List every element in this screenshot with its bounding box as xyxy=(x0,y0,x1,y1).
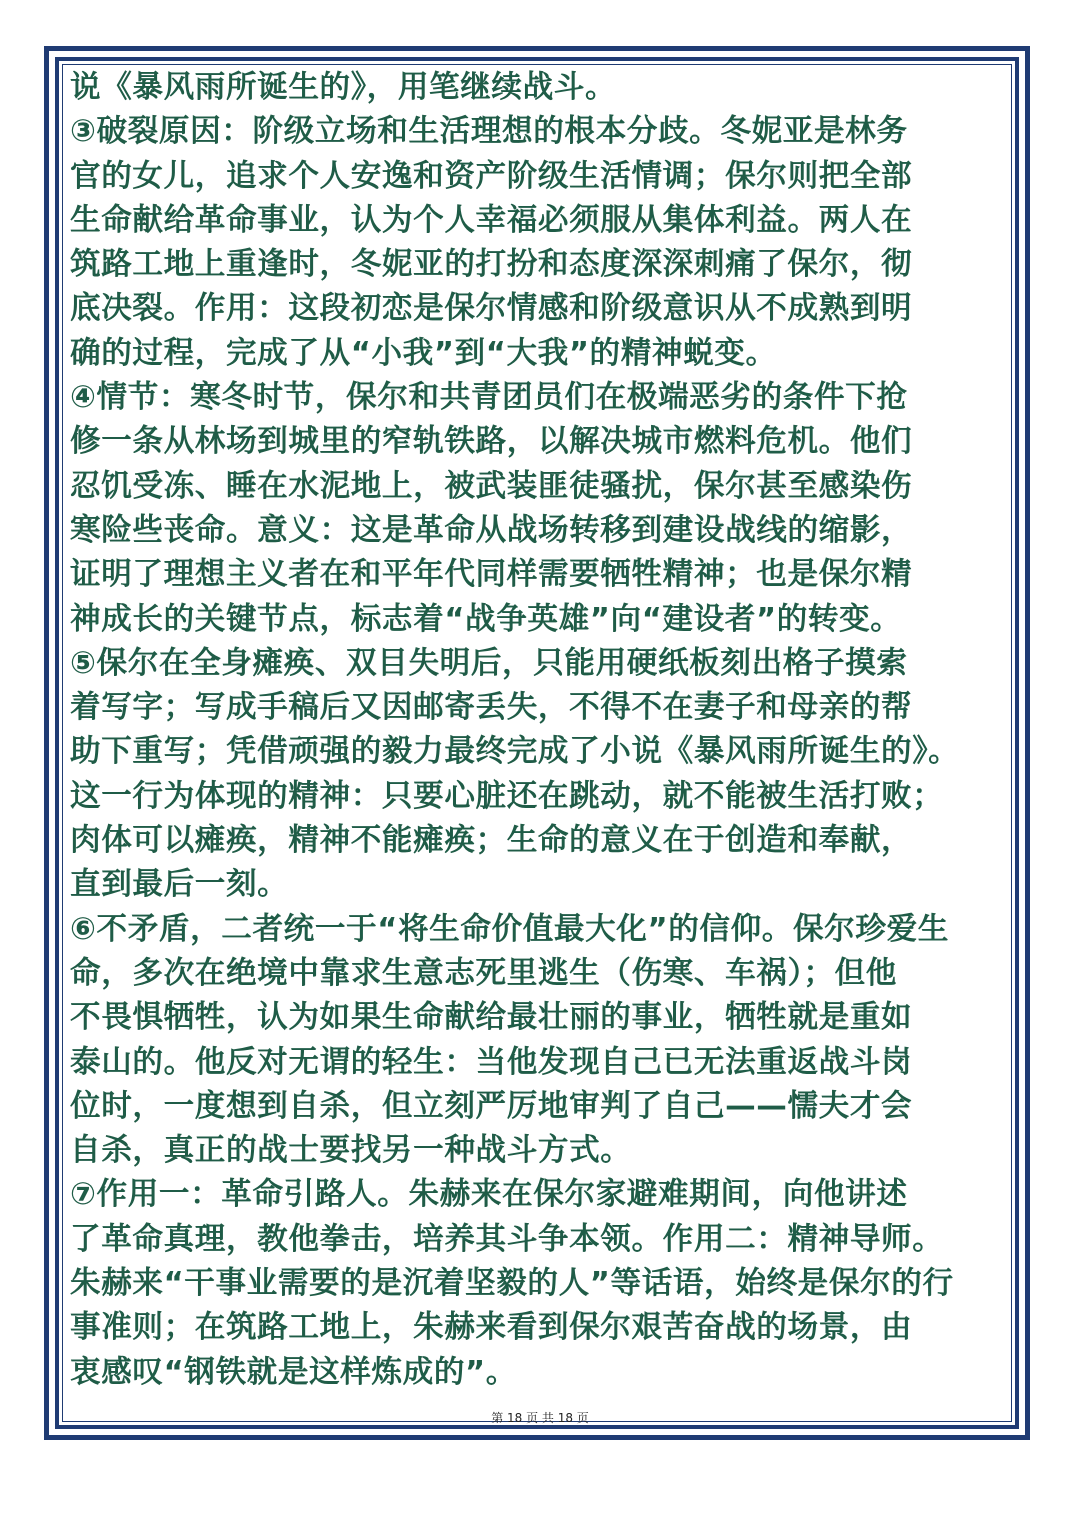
text-line: 修一条从林场到城里的窄轨铁路，以解决城市燃料危机。他们 xyxy=(70,424,913,460)
text-line: 这一行为体现的精神：只要心脏还在跳动，就不能被生活打败； xyxy=(70,778,944,814)
text-line: 命，多次在绝境中靠求生意志死里逃生（伤寒、车祸）；但他 xyxy=(70,955,897,991)
text-line: 了革命真理，教他拳击，培养其斗争本领。作用二：精神导师。 xyxy=(70,1221,944,1257)
text-line: 泰山的。他反对无谓的轻生：当他发现自己已无法重返战斗岗 xyxy=(70,1044,913,1080)
text-line: 证明了理想主义者在和平年代同样需要牺牲精神；也是保尔精 xyxy=(70,557,913,593)
text-line: 忍饥受冻、睡在水泥地上，被武装匪徒骚扰，保尔甚至感染伤 xyxy=(70,468,913,504)
text-line: 肉体可以瘫痪，精神不能瘫痪；生命的意义在于创造和奉献， xyxy=(70,823,913,859)
text-line: ③破裂原因：阶级立场和生活理想的根本分歧。冬妮亚是林务 xyxy=(70,114,908,150)
text-line: 确的过程，完成了从“小我”到“大我”的精神蜕变。 xyxy=(70,335,777,371)
text-line: 事准则；在筑路工地上，朱赫来看到保尔艰苦奋战的场景，由 xyxy=(70,1310,913,1346)
document-body xyxy=(70,66,1014,1395)
text-line: 直到最后一刻。 xyxy=(70,867,289,903)
text-line: 自杀，真正的战士要找另一种战斗方式。 xyxy=(70,1133,632,1169)
text-line: 底决裂。作用：这段初恋是保尔情感和阶级意识从不成熟到明 xyxy=(70,291,913,327)
text-line: 助下重写；凭借顽强的毅力最终完成了小说《暴风雨所诞生的》。 xyxy=(70,734,960,770)
text-line: 神成长的关键节点，标志着“战争英雄”向“建设者”的转变。 xyxy=(70,601,902,637)
text-line: 筑路工地上重逢时，冬妮亚的打扮和态度深深刺痛了保尔，彻 xyxy=(70,247,913,283)
text-line: 位时，一度想到自杀，但立刻严厉地审判了自己——懦夫才会 xyxy=(70,1088,913,1124)
text-line: 说《暴风雨所诞生的》，用笔继续战斗。 xyxy=(70,70,617,105)
text-line: 生命献给革命事业，认为个人幸福必须服从集体利益。两人在 xyxy=(70,202,913,238)
text-line: 寒险些丧命。意义：这是革命从战场转移到建设战线的缩影， xyxy=(70,512,913,548)
text-line: 朱赫来“干事业需要的是沉着坚毅的人”等话语，始终是保尔的行 xyxy=(70,1266,954,1302)
text-line: 不畏惧牺牲，认为如果生命献给最壮丽的事业，牺牲就是重如 xyxy=(70,1000,913,1036)
text-line: ⑦作用一：革命引路人。朱赫来在保尔家避难期间，向他讲述 xyxy=(70,1177,908,1213)
page-number: 第 18 页 共 18 页 xyxy=(491,1411,589,1425)
text-line: 衷感叹“钢铁就是这样炼成的”。 xyxy=(70,1354,517,1390)
text-line: ⑤保尔在全身瘫痪、双目失明后，只能用硬纸板刻出格子摸索 xyxy=(70,645,908,681)
text-line: ④情节：寒冬时节，保尔和共青团员们在极端恶劣的条件下抢 xyxy=(70,380,908,416)
text-line: ⑥不矛盾，二者统一于“将生命价值最大化”的信仰。保尔珍爱生 xyxy=(70,911,949,947)
text-line: 着写字；写成手稿后又因邮寄丢失，不得不在妻子和母亲的帮 xyxy=(70,690,913,726)
text-line: 官的女儿，追求个人安逸和资产阶级生活情调；保尔则把全部 xyxy=(70,158,913,194)
